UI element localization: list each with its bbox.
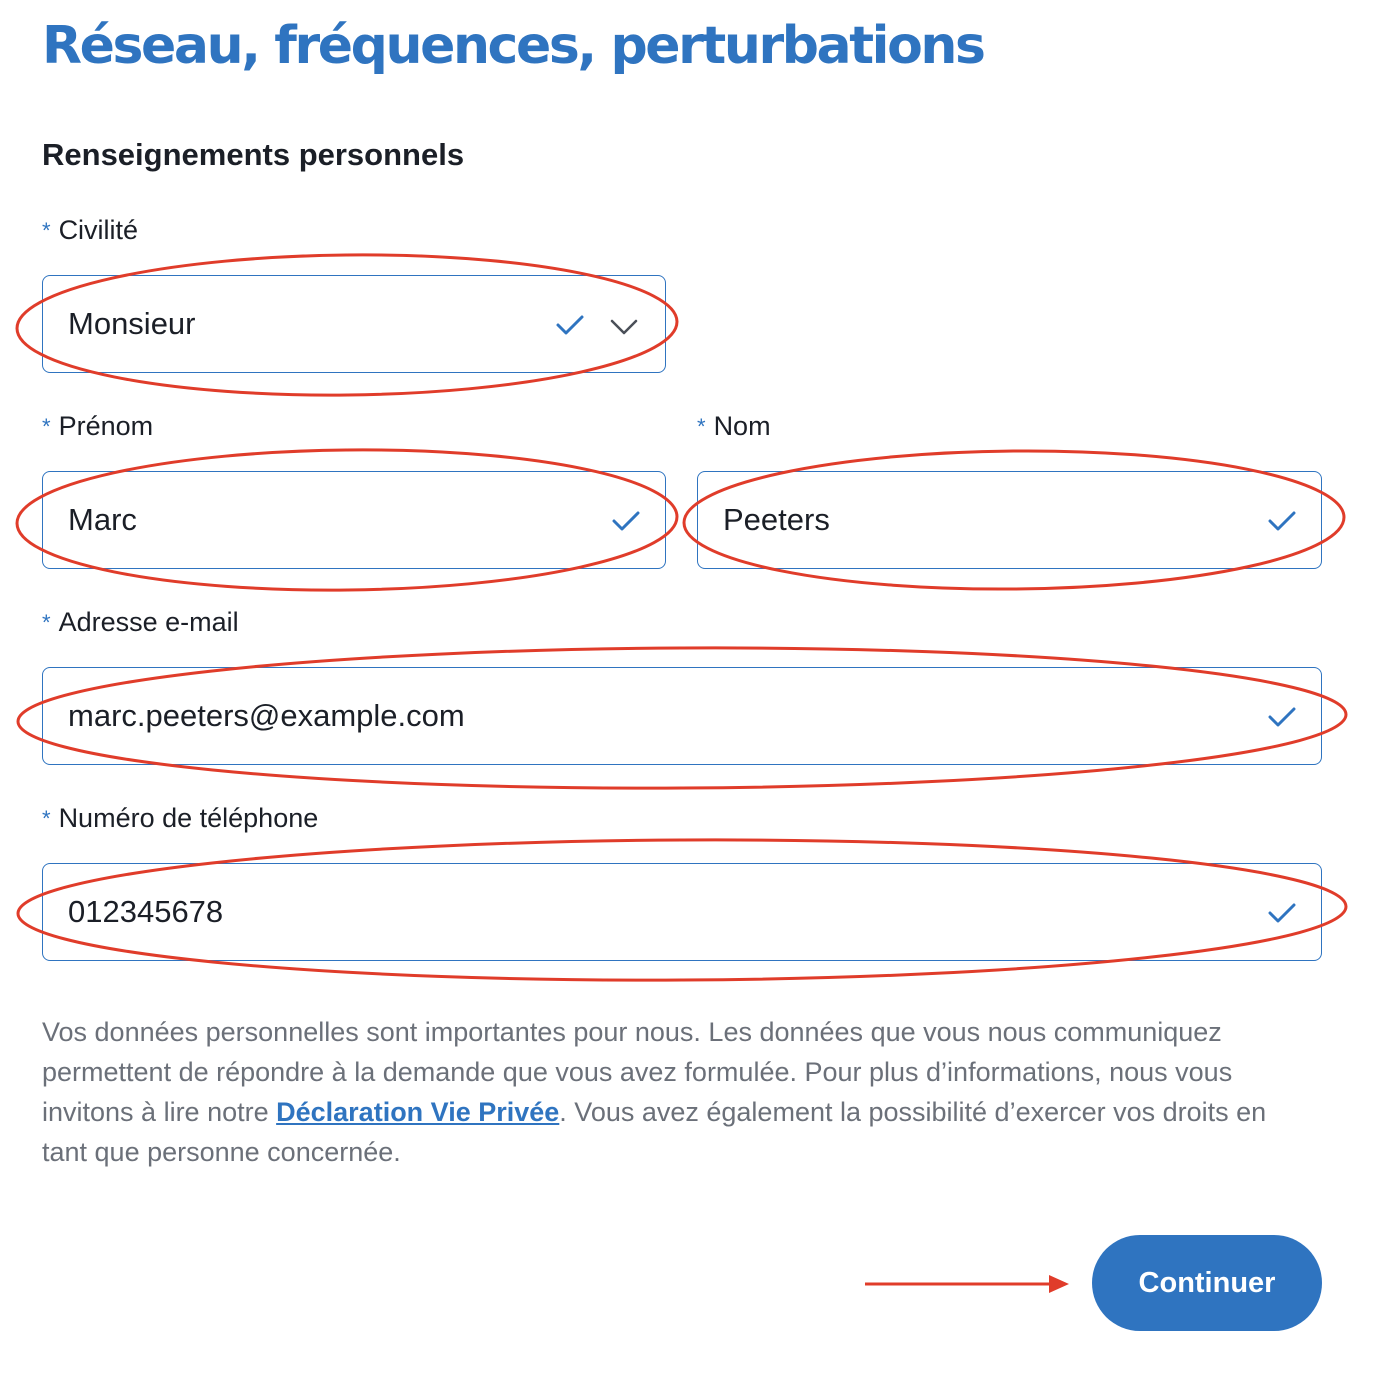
required-marker: * [42,610,51,635]
email-field[interactable] [42,667,1322,765]
last-name-label-text: Nom [713,411,771,441]
chevron-down-icon[interactable] [609,312,639,342]
privacy-text-before: Vos données personnelles sont importantes pour nous. Les données que vous nous communiquez permettent de répondre à la demande que vous avez formulée. Pour plus d’informations, nous vous invitons à lire notre [42,1017,1233,1127]
phone-field[interactable] [42,863,1322,961]
phone-label [42,802,318,836]
privacy-policy-link[interactable]: Déclaration Vie Privée [276,1097,560,1127]
annotation-arrow-head-icon [1049,1275,1069,1293]
phone-value: 012345678 [68,894,224,929]
required-marker: * [42,414,51,439]
civility-select[interactable] [42,275,666,373]
privacy-notice [42,1012,1302,1172]
last-name-label [697,410,771,444]
first-name-field[interactable] [42,471,666,569]
required-marker: * [697,414,706,439]
civility-label-text: Civilité [58,215,139,245]
checkmark-icon [1267,702,1297,732]
checkmark-icon [1267,506,1297,536]
checkmark-icon [611,506,641,536]
checkmark-icon [1267,898,1297,928]
continue-button[interactable]: Continuer [1092,1235,1322,1331]
email-value: marc.peeters@example.com [68,698,465,733]
section-title: Renseignements personnels [42,137,465,172]
first-name-label [42,410,153,444]
first-name-label-text: Prénom [58,411,154,441]
last-name-field[interactable] [697,471,1322,569]
privacy-text-after: . Vous avez également la possibilité d’exercer vos droits en tant que personne concernée. [42,1097,1267,1167]
civility-label [42,214,138,248]
required-marker: * [42,806,51,831]
page-title: Réseau, fréquences, perturbations [42,16,984,76]
civility-value: Monsieur [68,306,196,341]
checkmark-icon [555,310,585,340]
phone-label-text: Numéro de téléphone [58,803,319,833]
first-name-value: Marc [68,502,137,537]
email-label [42,606,239,640]
email-label-text: Adresse e-mail [58,607,239,637]
last-name-value: Peeters [723,502,830,537]
required-marker: * [42,218,51,243]
